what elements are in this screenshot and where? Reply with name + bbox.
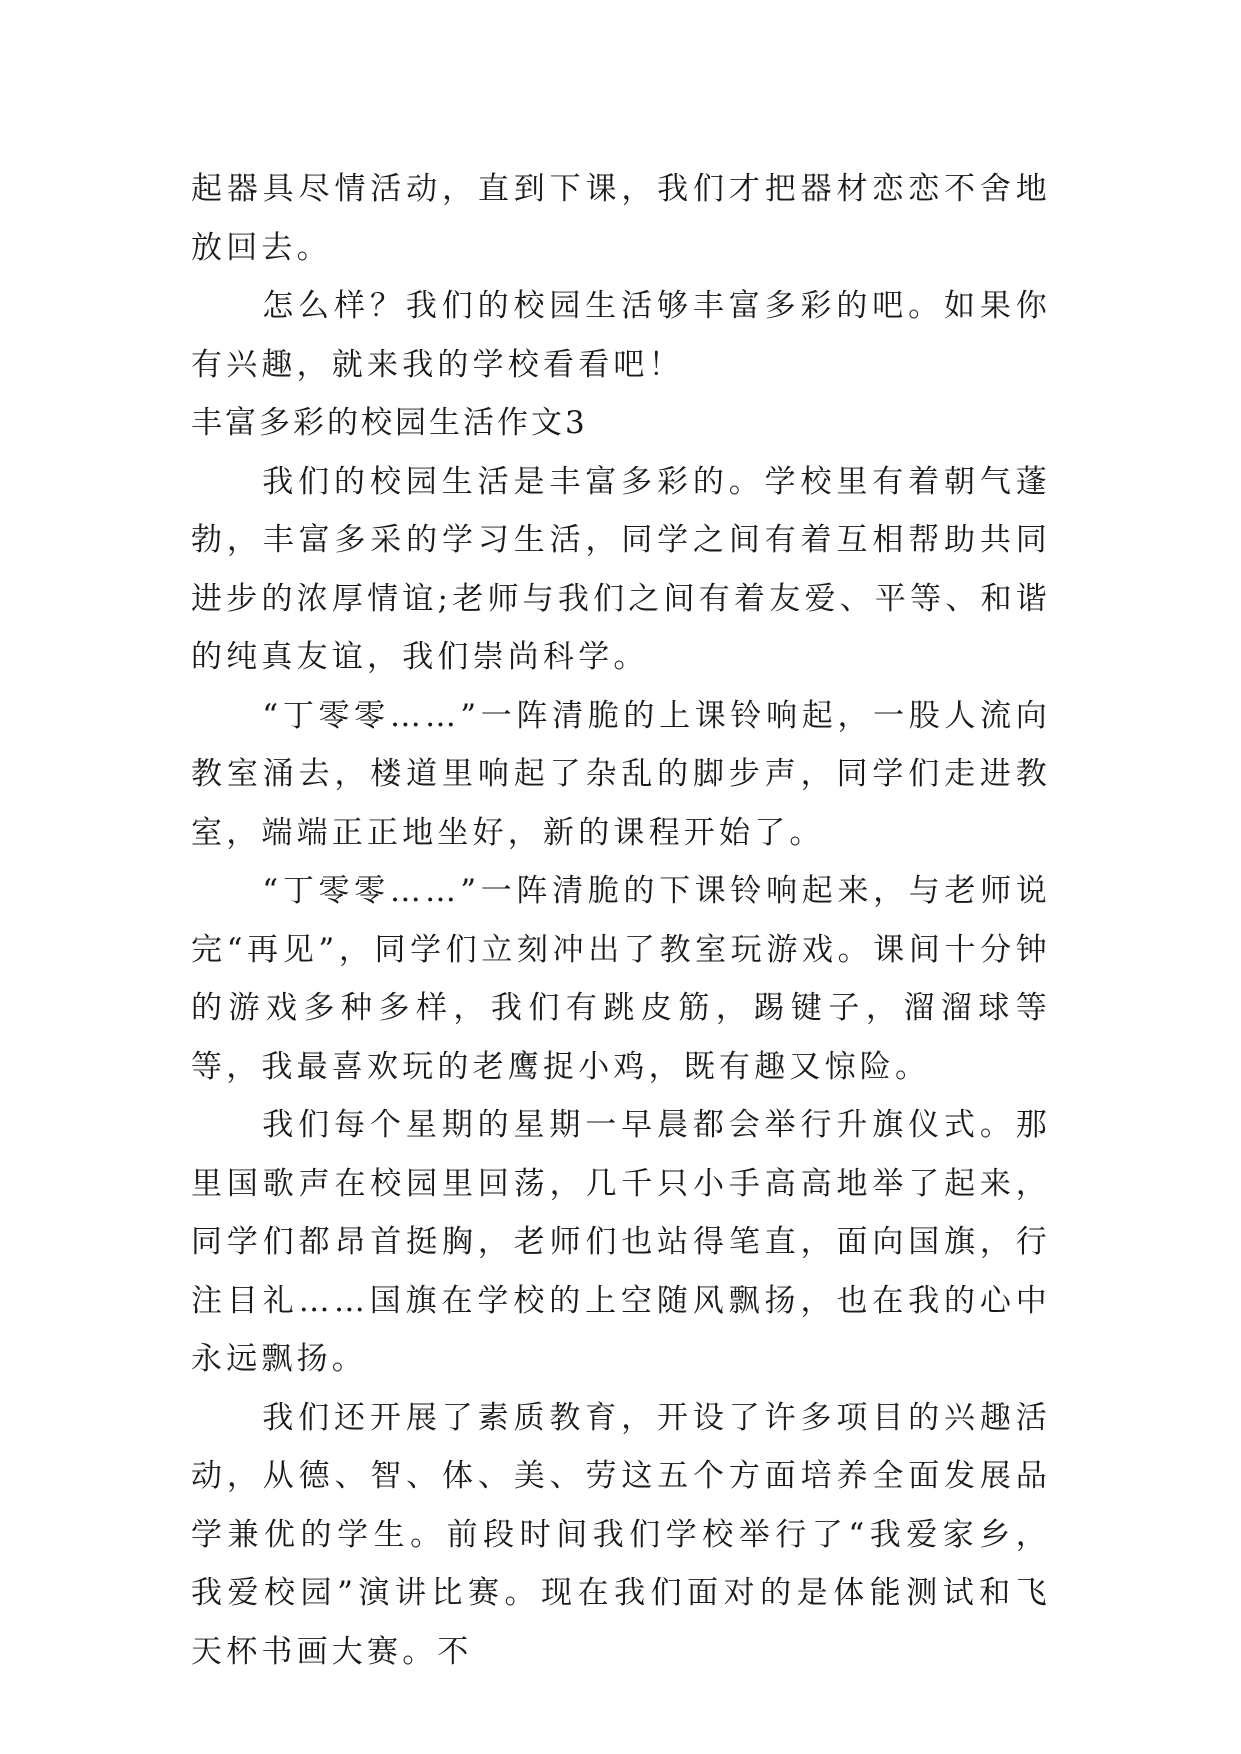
paragraph: 我们每个星期的星期一早晨都会举行升旗仪式。那里国歌声在校园里回荡，几千只小手高高地举了起来，同学们都昂首挺胸，老师们也站得笔直，面向国旗，行注目礼……国旗在学校的上空随风飘扬，也在我的心中永远飘扬。 (191, 1107, 1051, 1377)
paragraph: 我们还开展了素质教育，开设了许多项目的兴趣活动，从德、智、体、美、劳这五个方面培养全面发展品学兼优的学生。前段时间我们学校举行了“我爱家乡，我爱校园”演讲比赛。现在我们面对的是体能测试和飞天杯书画大赛。不 (191, 1399, 1051, 1670)
paragraph: 我们的校园生活是丰富多彩的。学校里有着朝气蓬勃，丰富多采的学习生活，同学之间有着互相帮助共同进步的浓厚情谊;老师与我们之间有着友爱、平等、和谐的纯真友谊，我们崇尚科学。 (191, 463, 1051, 675)
paragraph: 怎么样？我们的校园生活够丰富多彩的吧。如果你有兴趣，就来我的学校看看吧！ (191, 288, 1051, 383)
paragraph: “丁零零……”一阵清脆的上课铃响起，一股人流向教室涌去，楼道里响起了杂乱的脚步声，同学们走进教室，端端正正地坐好，新的课程开始了。 (191, 697, 1051, 851)
paragraph: “丁零零……”一阵清脆的下课铃响起来，与老师说完“再见”，同学们立刻冲出了教室玩游戏。课间十分钟的游戏多种多样，我们有跳皮筋，踢键子，溜溜球等等，我最喜欢玩的老鹰捉小鸡，既有趣又惊险。 (191, 873, 1051, 1085)
paragraph-continuation: 起器具尽情活动，直到下课，我们才把器材恋恋不舍地放回去。 (191, 171, 1051, 266)
essay-body (191, 160, 1051, 1681)
essay-title: 丰富多彩的校园生活作文3 (191, 405, 588, 441)
